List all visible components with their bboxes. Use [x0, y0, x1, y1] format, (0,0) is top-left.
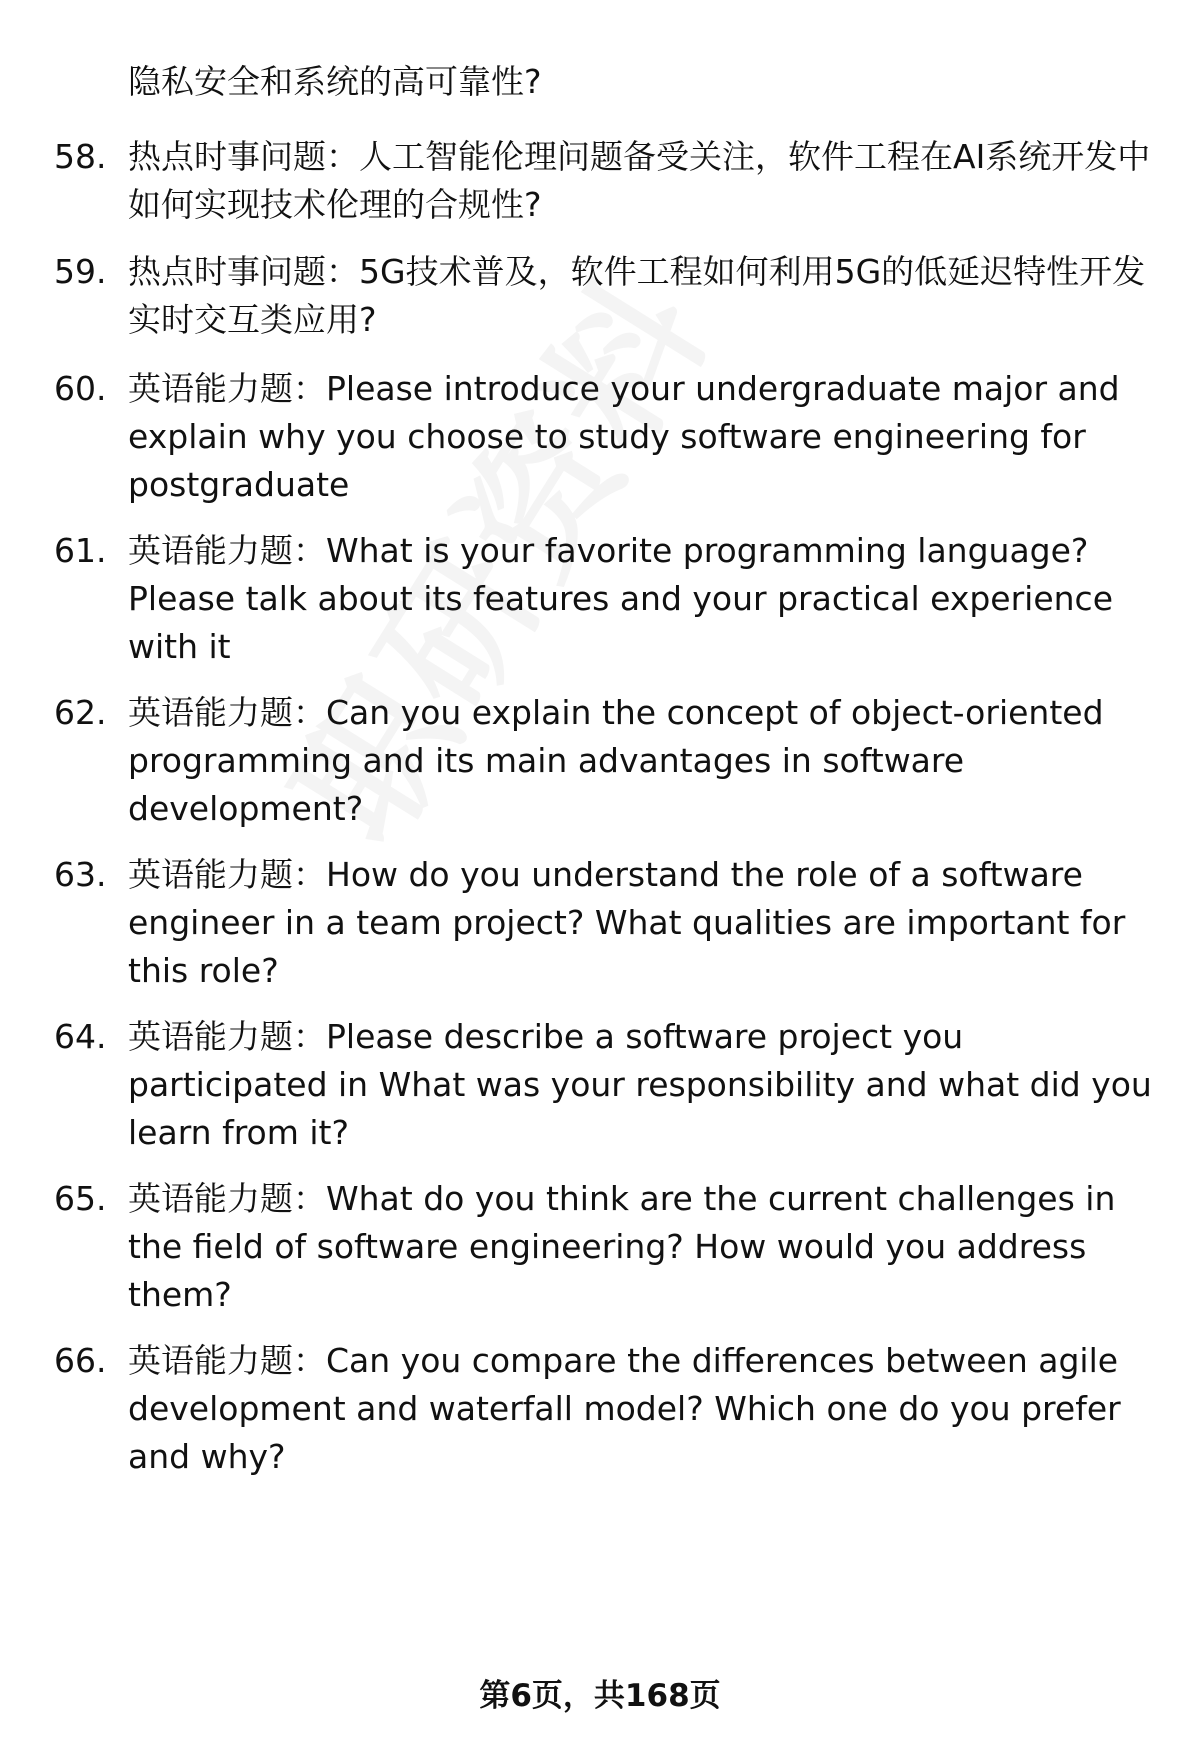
continuation-text: 隐私安全和系统的高可靠性? [128, 62, 542, 101]
question-number: 60. [54, 369, 107, 408]
question-text: 英语能力题：Please introduce your undergraduate major and explain why you choose to study software engineering for postgraduate [128, 369, 1120, 504]
question-number: 64. [54, 1017, 107, 1056]
question-text: 英语能力题：Can you compare the differences between agile development and waterfall model? Which one do you prefer and why? [128, 1341, 1121, 1476]
question-text: 英语能力题：Can you explain the concept of object-oriented programming and its main advantages in software development? [128, 693, 1104, 828]
question-text: 英语能力题：How do you understand the role of a software engineer in a team project? What qualities are important for this role? [128, 855, 1126, 990]
question-number: 65. [54, 1179, 107, 1218]
question-number: 62. [54, 693, 107, 732]
question-text: 英语能力题：What is your favorite programming language? Please talk about its features and your practical experience with it [128, 531, 1114, 666]
question-number: 63. [54, 855, 107, 894]
question-text: 热点时事问题：人工智能伦理问题备受关注，软件工程在AI系统开发中如何实现技术伦理的合规性? [128, 137, 1151, 224]
question-text: 英语能力题：Please describe a software project you participated in What was your responsibility and what did you learn from it? [128, 1017, 1152, 1152]
page-footer: 第6页，共168页 [479, 1678, 721, 1714]
question-number: 61. [54, 531, 107, 570]
question-text: 英语能力题：What do you think are the current challenges in the field of software engineering? How would you address them? [128, 1179, 1116, 1314]
question-text: 热点时事问题：5G技术普及，软件工程如何利用5G的低延迟特性开发实时交互类应用? [128, 252, 1146, 339]
question-number: 66. [54, 1341, 107, 1380]
question-number: 58. [54, 137, 107, 176]
question-number: 59. [54, 252, 107, 291]
